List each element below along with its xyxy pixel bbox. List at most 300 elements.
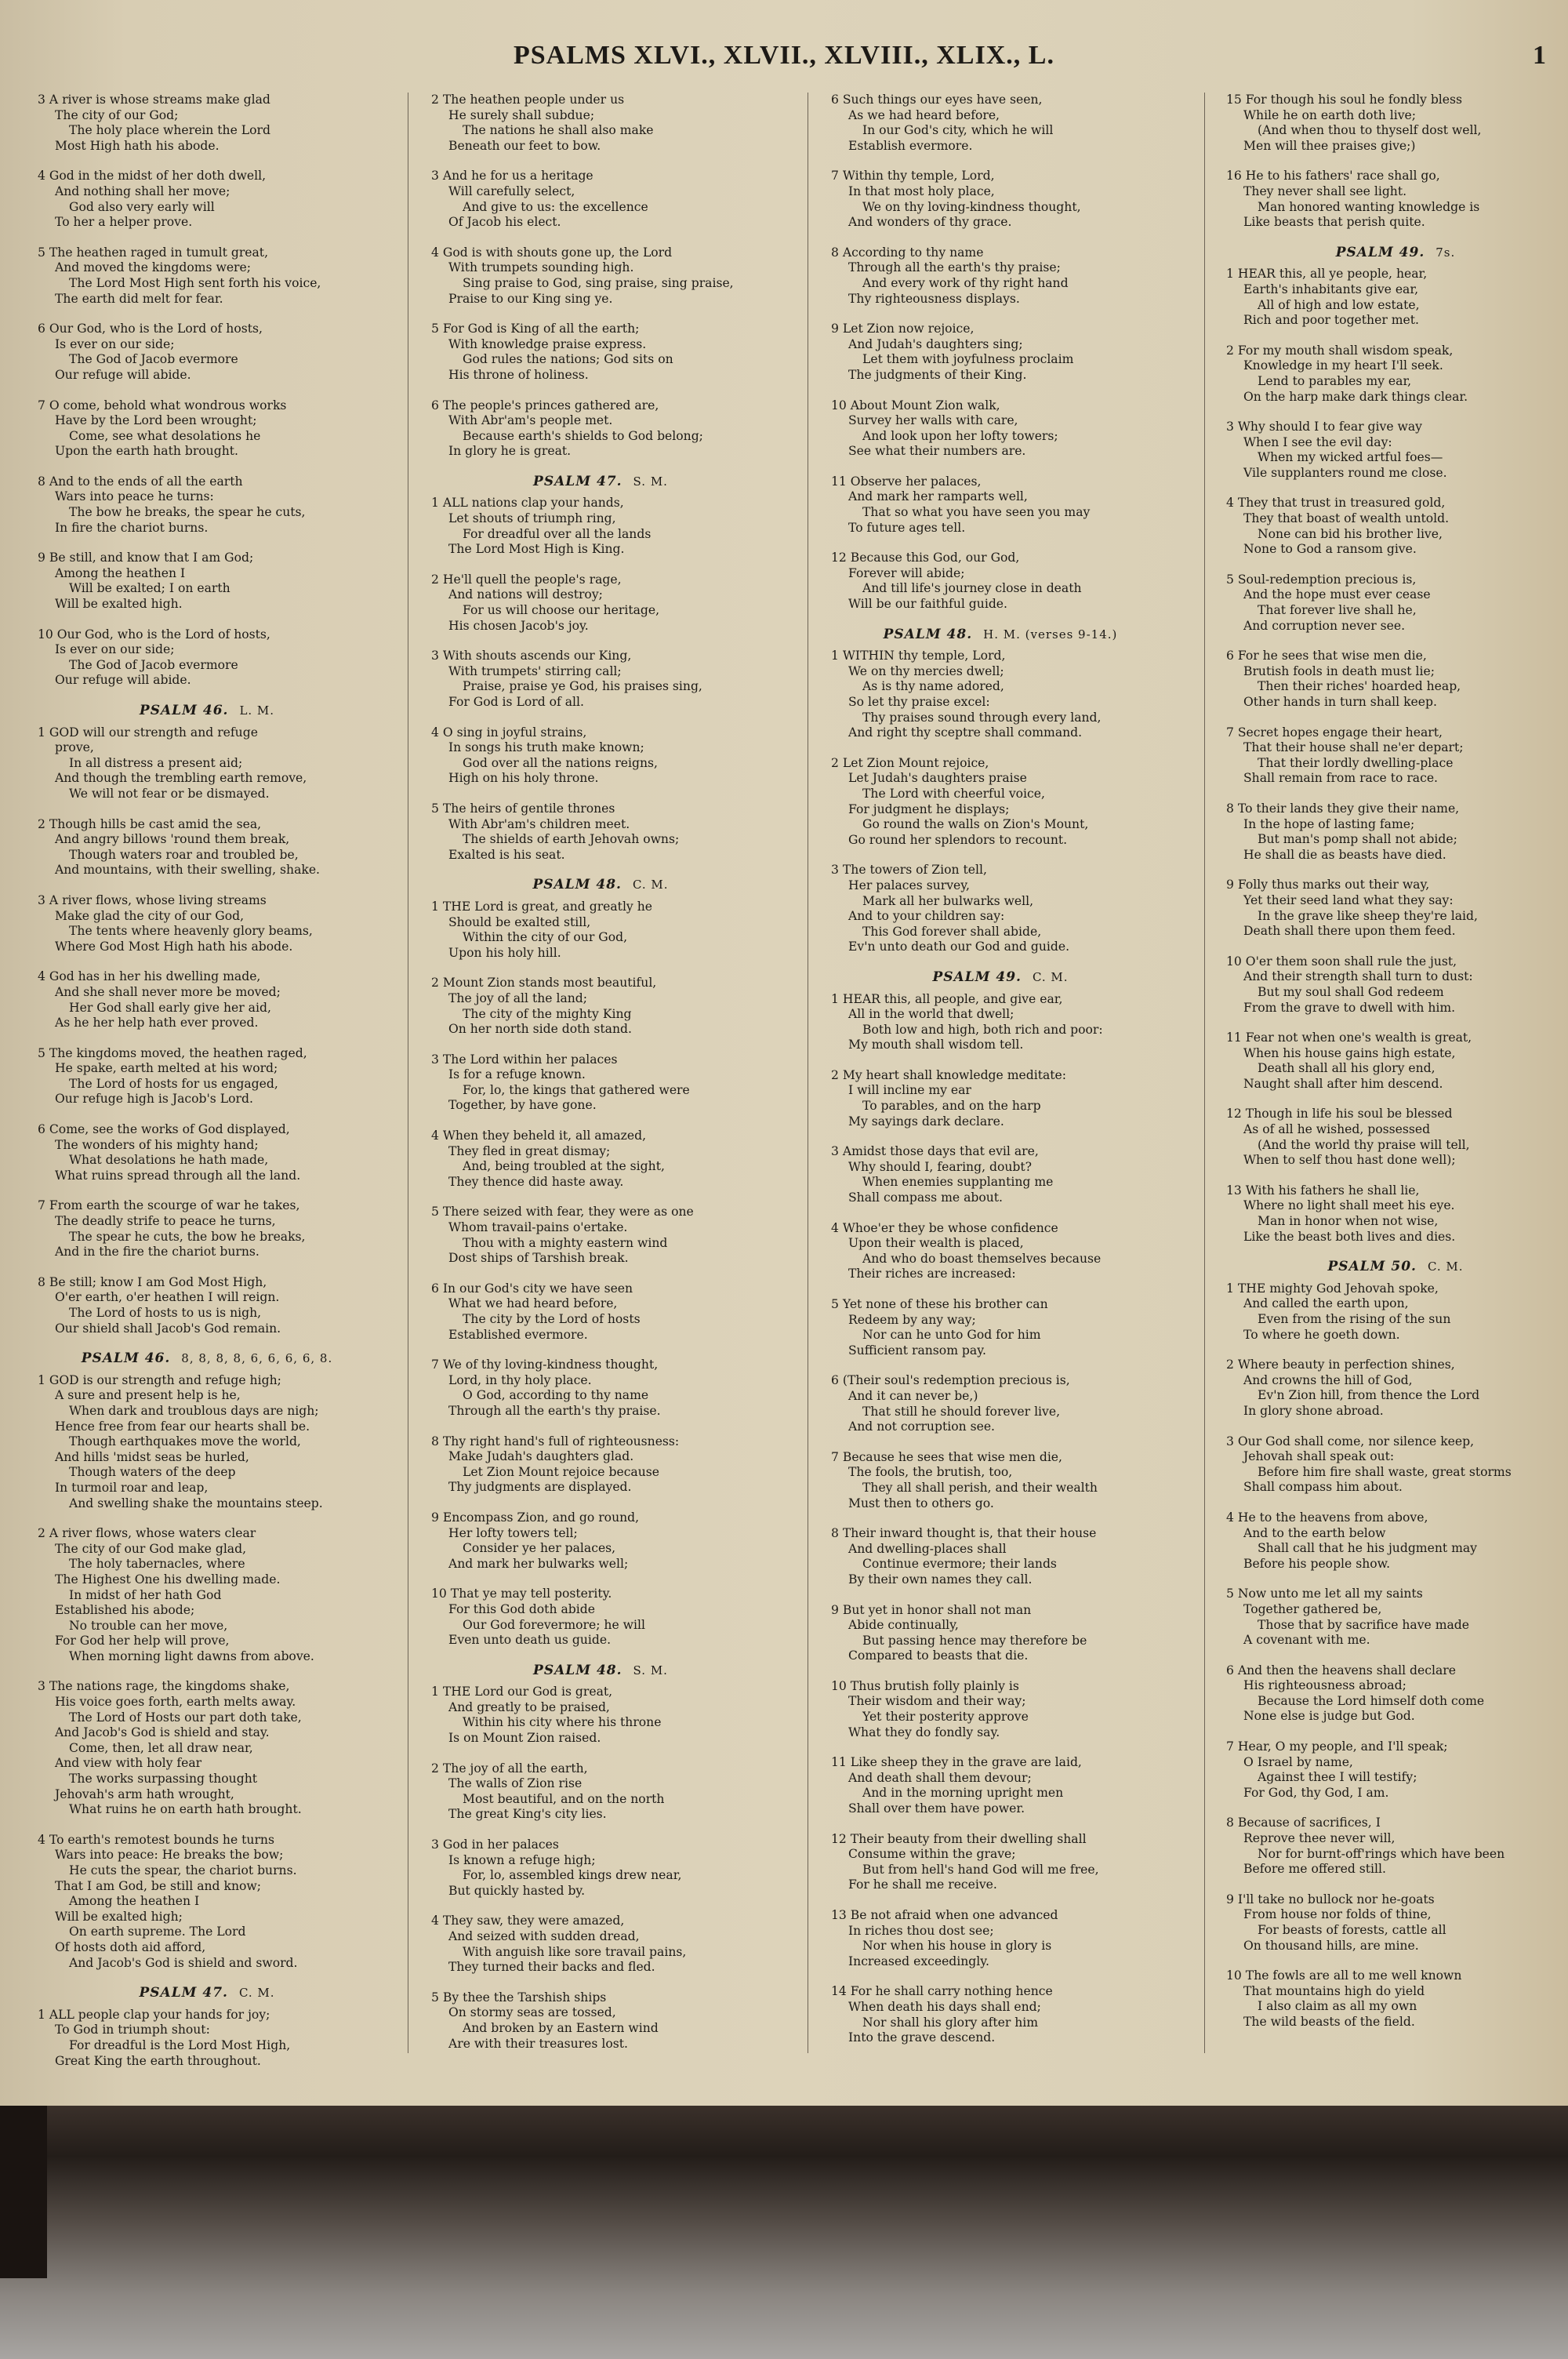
verse-line: 7 We of thy loving-kindness thought, [431, 1358, 659, 1372]
verse-line: 3 God in her palaces [431, 1837, 559, 1852]
verse-line: And nations will destroy; [448, 587, 603, 602]
verse-line: Is ever on our side; [55, 336, 175, 351]
verse-line: To parables, and on the harp [862, 1099, 1041, 1114]
verse-line: The great King's city lies. [448, 1807, 607, 1822]
verse-line: 4 They that trust in treasured gold, [1226, 496, 1446, 511]
verse-line: My sayings dark declare. [848, 1114, 1004, 1129]
stanza [1226, 1030, 1565, 1092]
verse-line: When morning light dawns from above. [69, 1648, 314, 1663]
verse-line: The shields of earth Jehovah owns; [463, 832, 680, 847]
verse-line: In midst of her hath God [69, 1587, 222, 1602]
verse-line: Increased exceedingly. [848, 1954, 989, 1968]
verse-line: Within his city where his throne [463, 1715, 662, 1730]
stanza [38, 1275, 376, 1336]
stanza [831, 169, 1170, 230]
stanza [831, 474, 1170, 536]
verse-line: And corruption never see. [1243, 618, 1406, 633]
verse-line: Why should I, fearing, doubt? [848, 1159, 1033, 1174]
verse-line: Have by the Lord been wrought; [55, 413, 257, 428]
stanza [431, 496, 770, 557]
verse-line: No trouble can her move, [69, 1618, 228, 1633]
verse-line: We will not fear or be dismayed. [69, 786, 270, 801]
verse-line: For dreadful is the Lord Most High, [69, 2037, 291, 2052]
verse-line: Make glad the city of our God, [55, 908, 245, 923]
stanza [831, 1755, 1170, 1816]
verse-line: 4 God is with shouts gone up, the Lord [431, 245, 673, 260]
stanza [431, 1129, 770, 1190]
verse-line: None else is judge but God. [1243, 1709, 1415, 1724]
stanza [431, 93, 770, 154]
verse-line: The Lord Most High sent forth his voice, [69, 275, 321, 290]
verse-line: Man honored wanting knowledge is [1258, 199, 1480, 214]
psalm-title: PSALM 49. [1335, 244, 1425, 260]
verse-line: The holy place wherein the Lord [69, 123, 270, 138]
verse-line: 2 Mount Zion stands most beautiful, [431, 976, 657, 990]
verse-line: The Lord with cheerful voice, [862, 786, 1045, 801]
verse-line: We on thy mercies dwell; [848, 663, 1004, 678]
verse-line: 6 The people's princes gathered are, [431, 398, 659, 413]
stanza [831, 1297, 1170, 1358]
stanza [831, 398, 1170, 460]
verse-line: 15 For though his soul he fondly bless [1226, 93, 1463, 107]
stanza [38, 551, 376, 612]
verse-line: Shall remain from race to race. [1243, 771, 1439, 786]
verse-line: On stormy seas are tossed, [448, 2005, 616, 2020]
text-column-4 [1226, 93, 1565, 2085]
verse-line: Upon their wealth is placed, [848, 1236, 1024, 1251]
verse-line: Nor for burnt-off'rings which have been [1258, 1846, 1505, 1861]
psalm-meter: C. M. [1427, 1259, 1464, 1274]
stanza [831, 649, 1170, 741]
verse-line: None can bid his brother live, [1258, 526, 1443, 541]
verse-line: They turned their backs and fled. [448, 1960, 655, 1975]
stanza [831, 756, 1170, 849]
verse-line: 12 Because this God, our God, [831, 551, 1020, 565]
verse-line: Yet their posterity approve [862, 1710, 1029, 1725]
verse-line: I will incline my ear [848, 1083, 971, 1098]
verse-line: Abide continually, [848, 1618, 959, 1633]
verse-line: Of hosts doth aid afford, [55, 1939, 206, 1954]
verse-line: Through all the earth's thy praise; [848, 260, 1061, 275]
verse-line: To God in triumph shout: [55, 2023, 210, 2037]
verse-line: That their lordly dwelling-place [1258, 755, 1454, 770]
verse-line: Vile supplanters round me close. [1243, 465, 1447, 480]
verse-line: For, lo, assembled kings drew near, [463, 1868, 682, 1883]
verse-line: 5 By thee the Tarshish ships [431, 1990, 607, 2005]
verse-line: From house nor folds of thine, [1243, 1907, 1432, 1922]
stanza [1226, 343, 1565, 405]
verse-line: prove, [55, 740, 94, 755]
verse-line: That so what you have seen you may [862, 505, 1091, 520]
stanza [431, 322, 770, 383]
verse-line: Will be exalted high. [55, 597, 183, 612]
verse-line: Beneath our feet to bow. [448, 138, 601, 153]
verse-line: 2 A river flows, whose waters clear [38, 1526, 256, 1541]
psalm-heading [431, 474, 770, 490]
stanza [431, 398, 770, 460]
verse-line: For, lo, the kings that gathered were [463, 1082, 690, 1097]
verse-line: Lord, in thy holy place. [448, 1372, 592, 1387]
verse-line: Against thee I will testify; [1258, 1770, 1417, 1785]
verse-line: 7 From earth the scourge of war he takes, [38, 1198, 300, 1213]
verse-line: 3 The nations rage, the kingdoms shake, [38, 1679, 290, 1694]
psalm-heading [831, 970, 1170, 986]
verse-line: 6 For he sees that wise men die, [1226, 649, 1427, 663]
verse-line: 12 Their beauty from their dwelling shall [831, 1831, 1087, 1846]
verse-line: 5 The heirs of gentile thrones [431, 801, 615, 816]
verse-line: Wars into peace he turns: [55, 489, 214, 504]
verse-line: In that most holy place, [848, 184, 995, 198]
stanza [1226, 1434, 1565, 1496]
stanza [38, 245, 376, 307]
psalm-heading [1226, 1259, 1565, 1275]
verse-line: The city of our God; [55, 107, 179, 122]
verse-line: Let Judah's daughters praise [848, 771, 1027, 786]
stanza [38, 893, 376, 954]
verse-line: His throne of holiness. [448, 367, 589, 382]
stanza [38, 1373, 376, 1511]
psalm-title: PSALM 48. [883, 626, 973, 642]
verse-line: When enemies supplanting me [862, 1175, 1054, 1190]
verse-line: Consider ye her palaces, [463, 1541, 616, 1556]
verse-line: Will be exalted high; [55, 1909, 183, 1924]
verse-line: None to God a ransom give. [1243, 542, 1417, 557]
stanza [38, 169, 376, 230]
verse-line: Because earth's shields to God belong; [463, 428, 703, 443]
verse-line: And give to us: the excellence [463, 199, 648, 214]
verse-line: Knowledge in my heart I'll seek. [1243, 358, 1443, 373]
verse-line: 7 Secret hopes engage their heart, [1226, 725, 1443, 740]
stanza [431, 1434, 770, 1496]
verse-line: Let Zion Mount rejoice because [463, 1464, 660, 1479]
verse-line: Thou with a mighty eastern wind [463, 1235, 668, 1250]
stanza [1226, 572, 1565, 634]
psalm-meter: S. M. [633, 474, 668, 489]
verse-line: The city of our God make glad, [55, 1541, 247, 1556]
stanza [831, 863, 1170, 955]
verse-line: 6 Such things our eyes have seen, [831, 93, 1043, 107]
verse-line: Shall compass me about. [848, 1190, 1004, 1205]
stanza [1226, 1816, 1565, 1877]
verse-line: 11 Fear not when one's wealth is great, [1226, 1030, 1472, 1045]
verse-line: 1 THE Lord is great, and greatly he [431, 899, 652, 914]
stanza [831, 992, 1170, 1053]
verse-line: 1 THE mighty God Jehovah spoke, [1226, 1281, 1439, 1296]
verse-line: And angry billows 'round them break, [55, 832, 290, 847]
verse-line: When to self thou hast done well); [1243, 1153, 1456, 1168]
verse-line: The tents where heavenly glory beams, [69, 924, 313, 939]
verse-line: Their wisdom and their way; [848, 1694, 1026, 1709]
verse-line: The earth did melt for fear. [55, 291, 223, 306]
column-divider [1204, 93, 1205, 2053]
verse-line: For God, thy God, I am. [1243, 1785, 1389, 1800]
verse-line: For he shall me receive. [848, 1877, 997, 1892]
psalm-title: PSALM 46. [139, 703, 229, 718]
verse-line: Before his people show. [1243, 1556, 1391, 1571]
stanza [831, 1450, 1170, 1511]
verse-line: Is for a refuge known. [448, 1067, 586, 1082]
verse-line: Go round the walls on Zion's Mount, [862, 817, 1089, 832]
verse-line: (And the world thy praise will tell, [1258, 1137, 1470, 1152]
verse-line: Though waters of the deep [69, 1465, 236, 1480]
verse-line: For God her help will prove, [55, 1634, 230, 1648]
verse-line: 1 ALL people clap your hands for joy; [38, 2007, 270, 2022]
verse-line: When death his days shall end; [848, 1999, 1041, 2014]
verse-line: For beasts of forests, cattle all [1258, 1923, 1446, 1937]
verse-line: Her God shall early give her aid, [69, 1000, 271, 1015]
verse-line: 8 Be still; know I am God Most High, [38, 1274, 267, 1289]
verse-line: With trumpets' stirring call; [448, 663, 622, 678]
verse-line: For God is Lord of all. [448, 695, 584, 709]
page-number: 1 [1533, 41, 1546, 70]
verse-line: For dreadful over all the lands [463, 526, 652, 541]
verse-line: Like beasts that perish quite. [1243, 215, 1425, 230]
stanza [1226, 801, 1565, 863]
verse-line: Of Jacob his elect. [448, 215, 561, 230]
verse-line: Ev'n Zion hill, from thence the Lord [1258, 1388, 1480, 1403]
verse-line: 5 Now unto me let all my saints [1226, 1587, 1423, 1601]
verse-line: 2 Where beauty in perfection shines, [1226, 1358, 1455, 1372]
verse-line: Her palaces survey, [848, 878, 970, 892]
psalm-meter: S. M. [633, 1663, 668, 1677]
psalm-title: PSALM 47. [533, 473, 622, 489]
verse-line: Are with their treasures lost. [448, 2036, 628, 2051]
verse-line: Shall over them have power. [848, 1801, 1025, 1816]
stanza [38, 725, 376, 802]
verse-line: 5 The kingdoms moved, the heathen raged, [38, 1045, 307, 1060]
verse-line: Let shouts of triumph ring, [448, 511, 616, 526]
verse-line: The fools, the brutish, too, [848, 1465, 1013, 1480]
verse-line: On the harp make dark things clear. [1243, 389, 1468, 404]
verse-line: 9 Encompass Zion, and go round, [431, 1510, 640, 1525]
psalm-title: PSALM 47. [139, 1985, 228, 2001]
psalm-heading [1226, 245, 1565, 261]
verse-line: Nor when his house in glory is [862, 1939, 1052, 1954]
verse-line: 13 Be not afraid when one advanced [831, 1908, 1058, 1922]
verse-line: 3 The Lord within her palaces [431, 1052, 618, 1067]
verse-line: Nor shall his glory after him [862, 2015, 1039, 2030]
verse-line: Among the heathen I [69, 1894, 200, 1909]
verse-line: Established his abode; [55, 1603, 195, 1618]
verse-line: 9 But yet in honor shall not man [831, 1602, 1032, 1617]
stanza [431, 1510, 770, 1572]
stanza [1226, 954, 1565, 1016]
verse-line: And till life's journey close in death [862, 581, 1082, 596]
verse-line: In glory shone abroad. [1243, 1403, 1384, 1418]
verse-line: That mountains high do yield [1243, 1983, 1425, 1998]
verse-line: 1 THE Lord our God is great, [431, 1685, 613, 1699]
verse-line: But man's pomp shall not abide; [1258, 832, 1457, 847]
verse-line: 6 Come, see the works of God displayed, [38, 1122, 290, 1137]
verse-line: 10 About Mount Zion walk, [831, 398, 1000, 413]
verse-line: 1 HEAR this, all ye people, hear, [1226, 267, 1428, 282]
verse-line: 4 They saw, they were amazed, [431, 1914, 625, 1928]
verse-line: 9 Be still, and know that I am God; [38, 551, 254, 565]
verse-line: I also claim as all my own [1258, 1999, 1417, 2014]
verse-line: For judgment he displays; [848, 801, 1010, 816]
verse-line: We on thy loving-kindness thought, [862, 199, 1081, 214]
verse-line: 8 To their lands they give their name, [1226, 801, 1460, 816]
verse-line: 10 Our God, who is the Lord of hosts, [38, 627, 270, 642]
verse-line: The nations he shall also make [463, 123, 654, 138]
stanza [831, 1068, 1170, 1129]
verse-line: 8 According to thy name [831, 245, 984, 260]
verse-line: Dost ships of Tarshish break. [448, 1251, 629, 1266]
verse-line: They fled in great dismay; [448, 1143, 611, 1158]
verse-line: Forever will abide; [848, 565, 965, 580]
stanza [431, 801, 770, 863]
verse-line: Naught shall after him descend. [1243, 1076, 1443, 1091]
verse-line: Where God Most High hath his abode. [55, 939, 293, 954]
verse-line: Thy praises sound through every land, [862, 710, 1102, 725]
verse-line: The Lord of Hosts our part doth take, [69, 1710, 302, 1725]
stanza [431, 1587, 770, 1648]
verse-line: Other hands in turn shall keep. [1243, 695, 1437, 709]
stanza [431, 169, 770, 230]
verse-line: His righteousness abroad; [1243, 1678, 1406, 1693]
verse-line: 11 Like sheep they in the grave are laid, [831, 1755, 1082, 1770]
verse-line: Most High hath his abode. [55, 138, 220, 153]
stanza [38, 2008, 376, 2069]
verse-line: Because the Lord himself doth come [1258, 1693, 1485, 1708]
verse-line: But my soul shall God redeem [1258, 984, 1444, 999]
verse-line: What ruins spread through all the land. [55, 1168, 301, 1183]
verse-line: Our shield shall Jacob's God remain. [55, 1321, 281, 1336]
verse-line: The Lord of hosts to us is nigh, [69, 1306, 262, 1320]
verse-line: That forever live shall he, [1258, 603, 1417, 618]
verse-line: The wonders of his mighty hand; [55, 1137, 259, 1152]
psalm-meter: 7s. [1436, 245, 1456, 260]
verse-line: Men will thee praises give;) [1243, 138, 1416, 153]
verse-line: 6 And then the heavens shall declare [1226, 1663, 1456, 1677]
verse-line: Hence free from fear our hearts shall be. [55, 1419, 310, 1434]
verse-line: God also very early will [69, 199, 215, 214]
verse-line: Jehovah shall speak out: [1243, 1449, 1395, 1464]
verse-line: And in the fire the chariot burns. [55, 1245, 260, 1259]
stanza [38, 1046, 376, 1107]
verse-line: The Lord Most High is King. [448, 542, 625, 557]
verse-line: What they do fondly say. [848, 1725, 1000, 1739]
verse-line: And wonders of thy grace. [848, 215, 1012, 230]
verse-line: 3 A river flows, whose living streams [38, 892, 267, 907]
verse-line: 6 (Their soul's redemption precious is, [831, 1373, 1070, 1388]
psalm-heading [431, 878, 770, 893]
verse-line: And in the morning upright men [862, 1786, 1064, 1801]
verse-line: Mark all her bulwarks well, [862, 893, 1034, 908]
verse-line: 8 Thy right hand's full of righteousness: [431, 1434, 680, 1448]
verse-line: Those that by sacrifice have made [1258, 1617, 1470, 1632]
verse-line: 4 To earth's remotest bounds he turns [38, 1832, 274, 1847]
verse-line: In all distress a present aid; [69, 755, 243, 770]
verse-line: Wars into peace: He breaks the bow; [55, 1848, 284, 1863]
verse-line: 6 In our God's city we have seen [431, 1281, 633, 1296]
verse-line: On her north side doth stand. [448, 1022, 632, 1037]
verse-line: On thousand hills, are mine. [1243, 1938, 1419, 1953]
verse-line: To future ages tell. [848, 520, 966, 535]
psalm-meter: L. M. [239, 703, 275, 718]
verse-line: The walls of Zion rise [448, 1776, 583, 1791]
stanza [1226, 878, 1565, 939]
psalm-heading [38, 703, 376, 719]
verse-line: 3 The towers of Zion tell, [831, 863, 987, 878]
verse-line: Established evermore. [448, 1327, 588, 1342]
verse-line: He shall die as beasts have died. [1243, 847, 1446, 862]
verse-line: 5 The heathen raged in tumult great, [38, 245, 269, 260]
verse-line: Together gathered be, [1243, 1601, 1382, 1616]
verse-line: O'er earth, o'er heathen I will reign. [55, 1290, 280, 1305]
psalm-heading [38, 1986, 376, 2001]
verse-line: Ev'n unto death our God and guide. [848, 940, 1070, 954]
stanza [431, 572, 770, 634]
stanza [831, 1832, 1170, 1893]
verse-line: Upon the earth hath brought. [55, 444, 238, 459]
psalm-title: PSALM 48. [533, 1662, 622, 1678]
stanza [38, 627, 376, 689]
stanza [1226, 1107, 1565, 1168]
verse-line: 5 For God is King of all the earth; [431, 322, 640, 336]
verse-line: 10 That ye may tell posterity. [431, 1587, 612, 1601]
verse-line: When my wicked artful foes— [1258, 450, 1443, 465]
verse-line: 8 Their inward thought is, that their house [831, 1526, 1097, 1541]
book-spine-shadow [0, 2106, 47, 2278]
verse-line: When I see the evil day: [1243, 434, 1392, 449]
verse-line: And mark her bulwarks well; [448, 1556, 629, 1571]
verse-line: Praise, praise ye God, his praises sing, [463, 679, 702, 694]
verse-line: And it can never be,) [848, 1388, 978, 1403]
verse-line: Earth's inhabitants give ear, [1243, 282, 1419, 296]
verse-line: Sufficient ransom pay. [848, 1343, 986, 1358]
verse-line: Her lofty towers tell; [448, 1525, 578, 1540]
verse-line: Nor can he unto God for him [862, 1328, 1041, 1343]
verse-line: Reprove thee never will, [1243, 1831, 1396, 1846]
verse-line: Their riches are increased: [848, 1267, 1016, 1281]
verse-line: As we had heard before, [848, 107, 1000, 122]
verse-line: Though earthquakes move the world, [69, 1434, 301, 1449]
verse-line: His chosen Jacob's joy. [448, 618, 589, 633]
verse-line: On earth supreme. The Lord [69, 1925, 246, 1939]
verse-line: And look upon her lofty towers; [862, 428, 1058, 443]
verse-line: And moved the kingdoms were; [55, 260, 251, 275]
verse-line: Compared to beasts that die. [848, 1648, 1029, 1663]
verse-line: And the hope must ever cease [1243, 587, 1431, 602]
verse-line: 4 When they beheld it, all amazed, [431, 1129, 647, 1143]
verse-line: He cuts the spear, the chariot burns. [69, 1863, 297, 1877]
verse-line: In riches thou dost see; [848, 1923, 994, 1938]
verse-line: And Jacob's God is shield and sword. [69, 1955, 298, 1970]
verse-line: 4 He to the heavens from above, [1226, 1510, 1428, 1525]
verse-line: Like the beast both lives and dies. [1243, 1229, 1456, 1244]
verse-line: 10 O'er them soon shall rule the just, [1226, 954, 1457, 969]
text-column-2 [431, 93, 770, 2085]
stanza [1226, 1892, 1565, 1954]
verse-line: The joy of all the land; [448, 990, 588, 1005]
verse-line: He surely shall subdue; [448, 107, 595, 122]
verse-line: 4 God in the midst of her doth dwell, [38, 169, 267, 184]
stanza [1226, 1281, 1565, 1343]
stanza [831, 1603, 1170, 1664]
stanza [38, 969, 376, 1030]
verse-line: Our refuge will abide. [55, 367, 191, 382]
verse-line: The judgments of their King. [848, 367, 1027, 382]
verse-line: In the grave like sheep they're laid, [1258, 908, 1478, 923]
verse-line: The bow he breaks, the spear he cuts, [69, 505, 306, 520]
verse-line: Death shall there upon them feed. [1243, 924, 1456, 939]
verse-line: He spake, earth melted at his word; [55, 1061, 278, 1076]
psalm-heading [431, 1663, 770, 1679]
verse-line: Establish evermore. [848, 138, 973, 153]
verse-line: That I am God, be still and know; [55, 1878, 261, 1893]
verse-line: Let them with joyfulness proclaim [862, 352, 1074, 367]
